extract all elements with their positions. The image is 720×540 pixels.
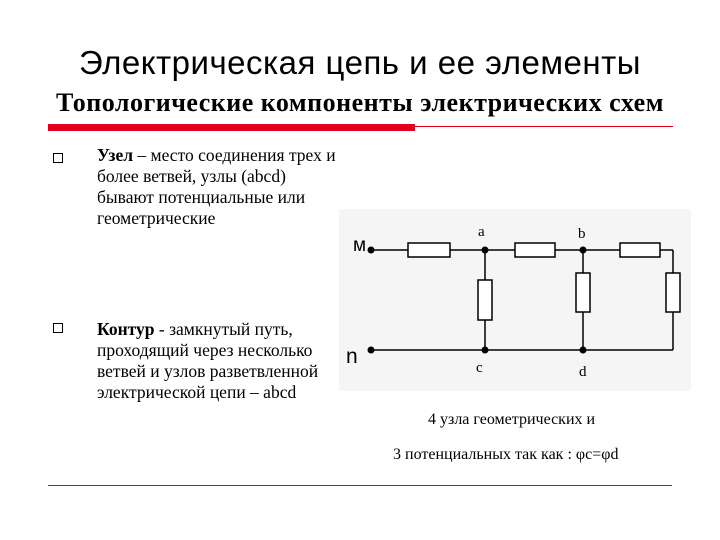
resistor: [408, 243, 450, 257]
bottom-rule: [48, 485, 672, 486]
bullet-node-definition: [97, 145, 337, 229]
bullet-loop-definition: [97, 319, 337, 403]
resistor: [576, 273, 590, 312]
diagram-background: [339, 209, 691, 391]
node-a-label: a: [478, 224, 485, 240]
caption-line-1: 4 узла геометрических и: [428, 411, 596, 428]
bullet-text: - замкнутый путь, проходящий через несколько ветвей и узлов разветвленной электрической цепи – abcd: [97, 319, 319, 402]
node-d-label: d: [579, 364, 587, 380]
bullet-term: Контур: [97, 319, 155, 339]
title-underline-thin: [415, 126, 673, 127]
slide-subtitle: Топологические компоненты электрических схем: [56, 88, 664, 117]
node-b: [580, 247, 587, 254]
node-c-label: c: [476, 360, 483, 376]
title-underline-thick: [48, 124, 415, 131]
node-c: [482, 347, 489, 354]
slide-title: Электрическая цепь и ее элементы: [79, 44, 641, 81]
resistor: [666, 273, 680, 312]
bullet-icon: [53, 323, 63, 333]
terminal-m-label: м: [353, 235, 367, 256]
bullet-term: Узел: [97, 145, 134, 165]
resistor: [515, 243, 555, 257]
terminal-n: [368, 347, 375, 354]
node-d: [580, 347, 587, 354]
bullet-text: – место соединения трех и более ветвей, узлы (abcd) бывают потенциальные или геометрические: [97, 145, 336, 228]
node-b-label: b: [578, 226, 586, 242]
circuit-diagram: [339, 209, 691, 391]
caption-line-2: 3 потенциальных так как : φc=φd: [393, 446, 619, 463]
resistor: [620, 243, 660, 257]
bullet-icon: [53, 153, 63, 163]
node-a: [482, 247, 489, 254]
terminal-n-label: n: [346, 345, 358, 368]
terminal-m: [368, 247, 375, 254]
resistor: [478, 280, 492, 320]
